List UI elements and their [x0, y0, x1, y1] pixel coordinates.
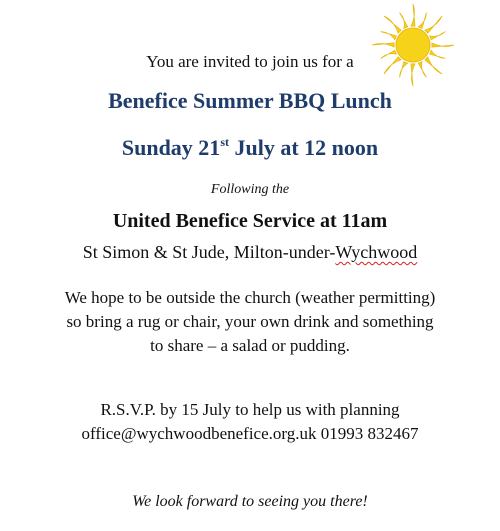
sun-ray — [372, 43, 394, 47]
sun-ray — [418, 13, 426, 29]
sun-ray — [400, 13, 408, 29]
details-line: so bring a rug or chair, your own drink and something — [66, 312, 434, 331]
event-date-suffix: July at 12 noon — [228, 135, 379, 160]
details-paragraph — [0, 286, 500, 358]
sun-ray — [381, 32, 397, 40]
details-line: We hope to be outside the church (weather permitting) — [64, 288, 436, 307]
details-line: to share – a salad or pudding. — [150, 336, 350, 355]
sun-ray — [411, 4, 415, 26]
service-title: United Benefice Service at 11am — [112, 210, 388, 232]
following-text: Following the — [210, 182, 290, 197]
closing-text: We look forward to seeing you there! — [132, 493, 368, 510]
event-date-ordinal: st — [220, 135, 229, 149]
sun-icon — [370, 2, 456, 88]
sun-ray — [425, 16, 442, 33]
sun-ray — [384, 16, 401, 33]
rsvp-contact: office@wychwoodbenefice.org.uk 01993 832467 — [81, 424, 419, 443]
event-title: Benefice Summer BBQ Lunch — [108, 88, 392, 113]
event-date — [0, 135, 500, 161]
sun-ray — [430, 32, 446, 40]
venue-spellcheck-word: Wychwood — [335, 242, 418, 262]
event-date-prefix: Sunday 21 — [121, 135, 221, 160]
venue-prefix: St Simon & St Jude, Milton-under- — [82, 242, 336, 262]
sun-ray — [432, 43, 454, 47]
invitation-text: You are invited to join us for a — [146, 52, 354, 71]
venue-text — [0, 242, 500, 263]
rsvp-block — [0, 398, 500, 446]
rsvp-line: R.S.V.P. by 15 July to help us with planning — [100, 400, 400, 419]
